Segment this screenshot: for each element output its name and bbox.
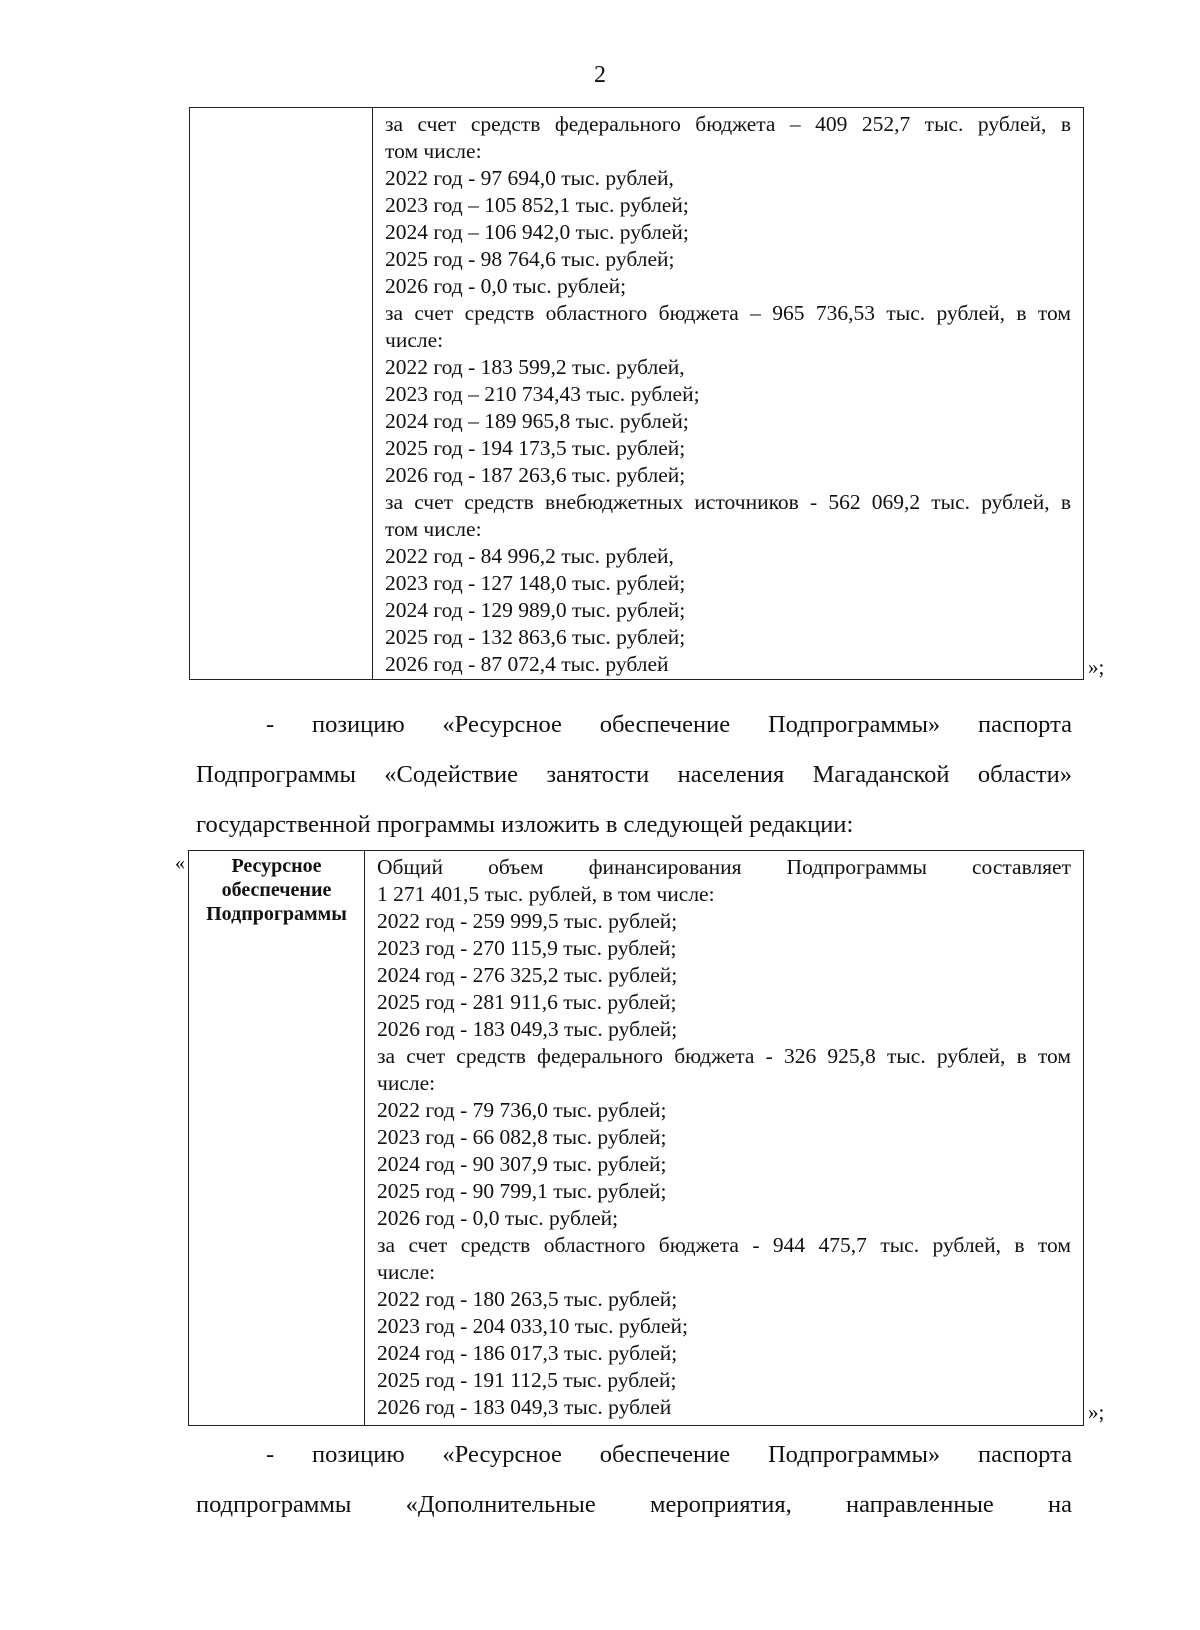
page-number: 2 [594,62,606,88]
table-line: 2026 год - 183 049,3 тыс. рублей [377,1395,672,1419]
table-line: 2022 год - 259 999,5 тыс. рублей; [377,909,678,933]
table-line: за счет средств областного бюджета - 944 475,7 тыс. рублей, в том [377,1233,1071,1257]
table-line: за счет средств федерального бюджета - 326 925,8 тыс. рублей, в том [377,1044,1071,1068]
table-line: 2023 год - 127 148,0 тыс. рублей; [385,571,686,595]
table-line: 2024 год - 129 989,0 тыс. рублей; [385,598,686,622]
table-content-cell [365,851,1083,1425]
table-line: 2025 год - 191 112,5 тыс. рублей; [377,1368,677,1392]
table-line: 1 271 401,5 тыс. рублей, в том числе: [377,882,715,906]
table-line: том числе: [385,139,482,163]
closing-quote: »; [1088,1400,1105,1424]
table-line: 2025 год - 98 764,6 тыс. рублей; [385,247,675,271]
table-line: за счет средств внебюджетных источников - 562 069,2 тыс. рублей, в [385,490,1071,514]
paragraph-line: Подпрограммы «Содействие занятости населения Магаданской области» [196,761,1072,788]
table-line: 2022 год - 84 996,2 тыс. рублей, [385,544,674,568]
table-line: 2023 год – 210 734,43 тыс. рублей; [385,382,700,406]
table-line: 2022 год - 183 599,2 тыс. рублей, [385,355,685,379]
table-line: 2024 год - 276 325,2 тыс. рублей; [377,963,678,987]
table-line: за счет средств федерального бюджета – 409 252,7 тыс. рублей, в [385,112,1071,136]
funding-table-continuation [189,107,1084,680]
table-line: 2022 год - 97 694,0 тыс. рублей, [385,166,674,190]
table-line: 2026 год - 0,0 тыс. рублей; [385,274,627,298]
table-line: 2025 год - 194 173,5 тыс. рублей; [385,436,686,460]
table-line: том числе: [385,517,482,541]
header-line: Подпрограммы [206,903,347,925]
table-line: 2026 год - 187 263,6 тыс. рублей; [385,463,686,487]
table-line: 2024 год - 90 307,9 тыс. рублей; [377,1152,667,1176]
table-content-cell [373,108,1083,679]
table-line: за счет средств областного бюджета – 965 736,53 тыс. рублей, в том [385,301,1071,325]
table-line: 2023 год - 270 115,9 тыс. рублей; [377,936,677,960]
table-line: 2025 год - 132 863,6 тыс. рублей; [385,625,686,649]
table-line: 2023 год - 66 082,8 тыс. рублей; [377,1125,667,1149]
resource-provision-table [188,850,1084,1426]
table-line: 2025 год - 281 911,6 тыс. рублей; [377,990,677,1014]
table-line: 2022 год - 180 263,5 тыс. рублей; [377,1287,678,1311]
paragraph-line: - позицию «Ресурсное обеспечение Подпрограммы» паспорта [266,711,1072,738]
table-line: 2026 год - 87 072,4 тыс. рублей [385,652,669,676]
paragraph-line: - позицию «Ресурсное обеспечение Подпрограммы» паспорта [266,1441,1072,1468]
table-line: числе: [377,1260,436,1284]
table-line: 2023 год - 204 033,10 тыс. рублей; [377,1314,688,1338]
table-line: 2024 год – 106 942,0 тыс. рублей; [385,220,689,244]
closing-quote: »; [1088,655,1105,679]
opening-quote: « [175,852,185,874]
table-line: 2025 год - 90 799,1 тыс. рублей; [377,1179,667,1203]
table-label-cell [190,108,373,679]
table-line: 2026 год - 0,0 тыс. рублей; [377,1206,619,1230]
instruction-paragraph [196,700,1072,850]
paragraph-line: государственной программы изложить в следующей редакции: [196,811,854,838]
table-line: 2024 год – 189 965,8 тыс. рублей; [385,409,689,433]
table-line: числе: [385,328,444,352]
instruction-paragraph [196,1430,1072,1530]
table-line: 2023 год – 105 852,1 тыс. рублей; [385,193,689,217]
table-line: 2024 год - 186 017,3 тыс. рублей; [377,1341,678,1365]
paragraph-line: подпрограммы «Дополнительные мероприятия, направленные на [196,1491,1072,1518]
table-header-cell [189,851,365,1425]
table-line: Общий объем финансирования Подпрограммы составляет [377,855,1071,879]
header-line: Ресурсное [231,855,322,877]
table-line: числе: [377,1071,436,1095]
table-line: 2022 год - 79 736,0 тыс. рублей; [377,1098,667,1122]
table-line: 2026 год - 183 049,3 тыс. рублей; [377,1017,678,1041]
header-line: обеспечение [221,879,332,901]
